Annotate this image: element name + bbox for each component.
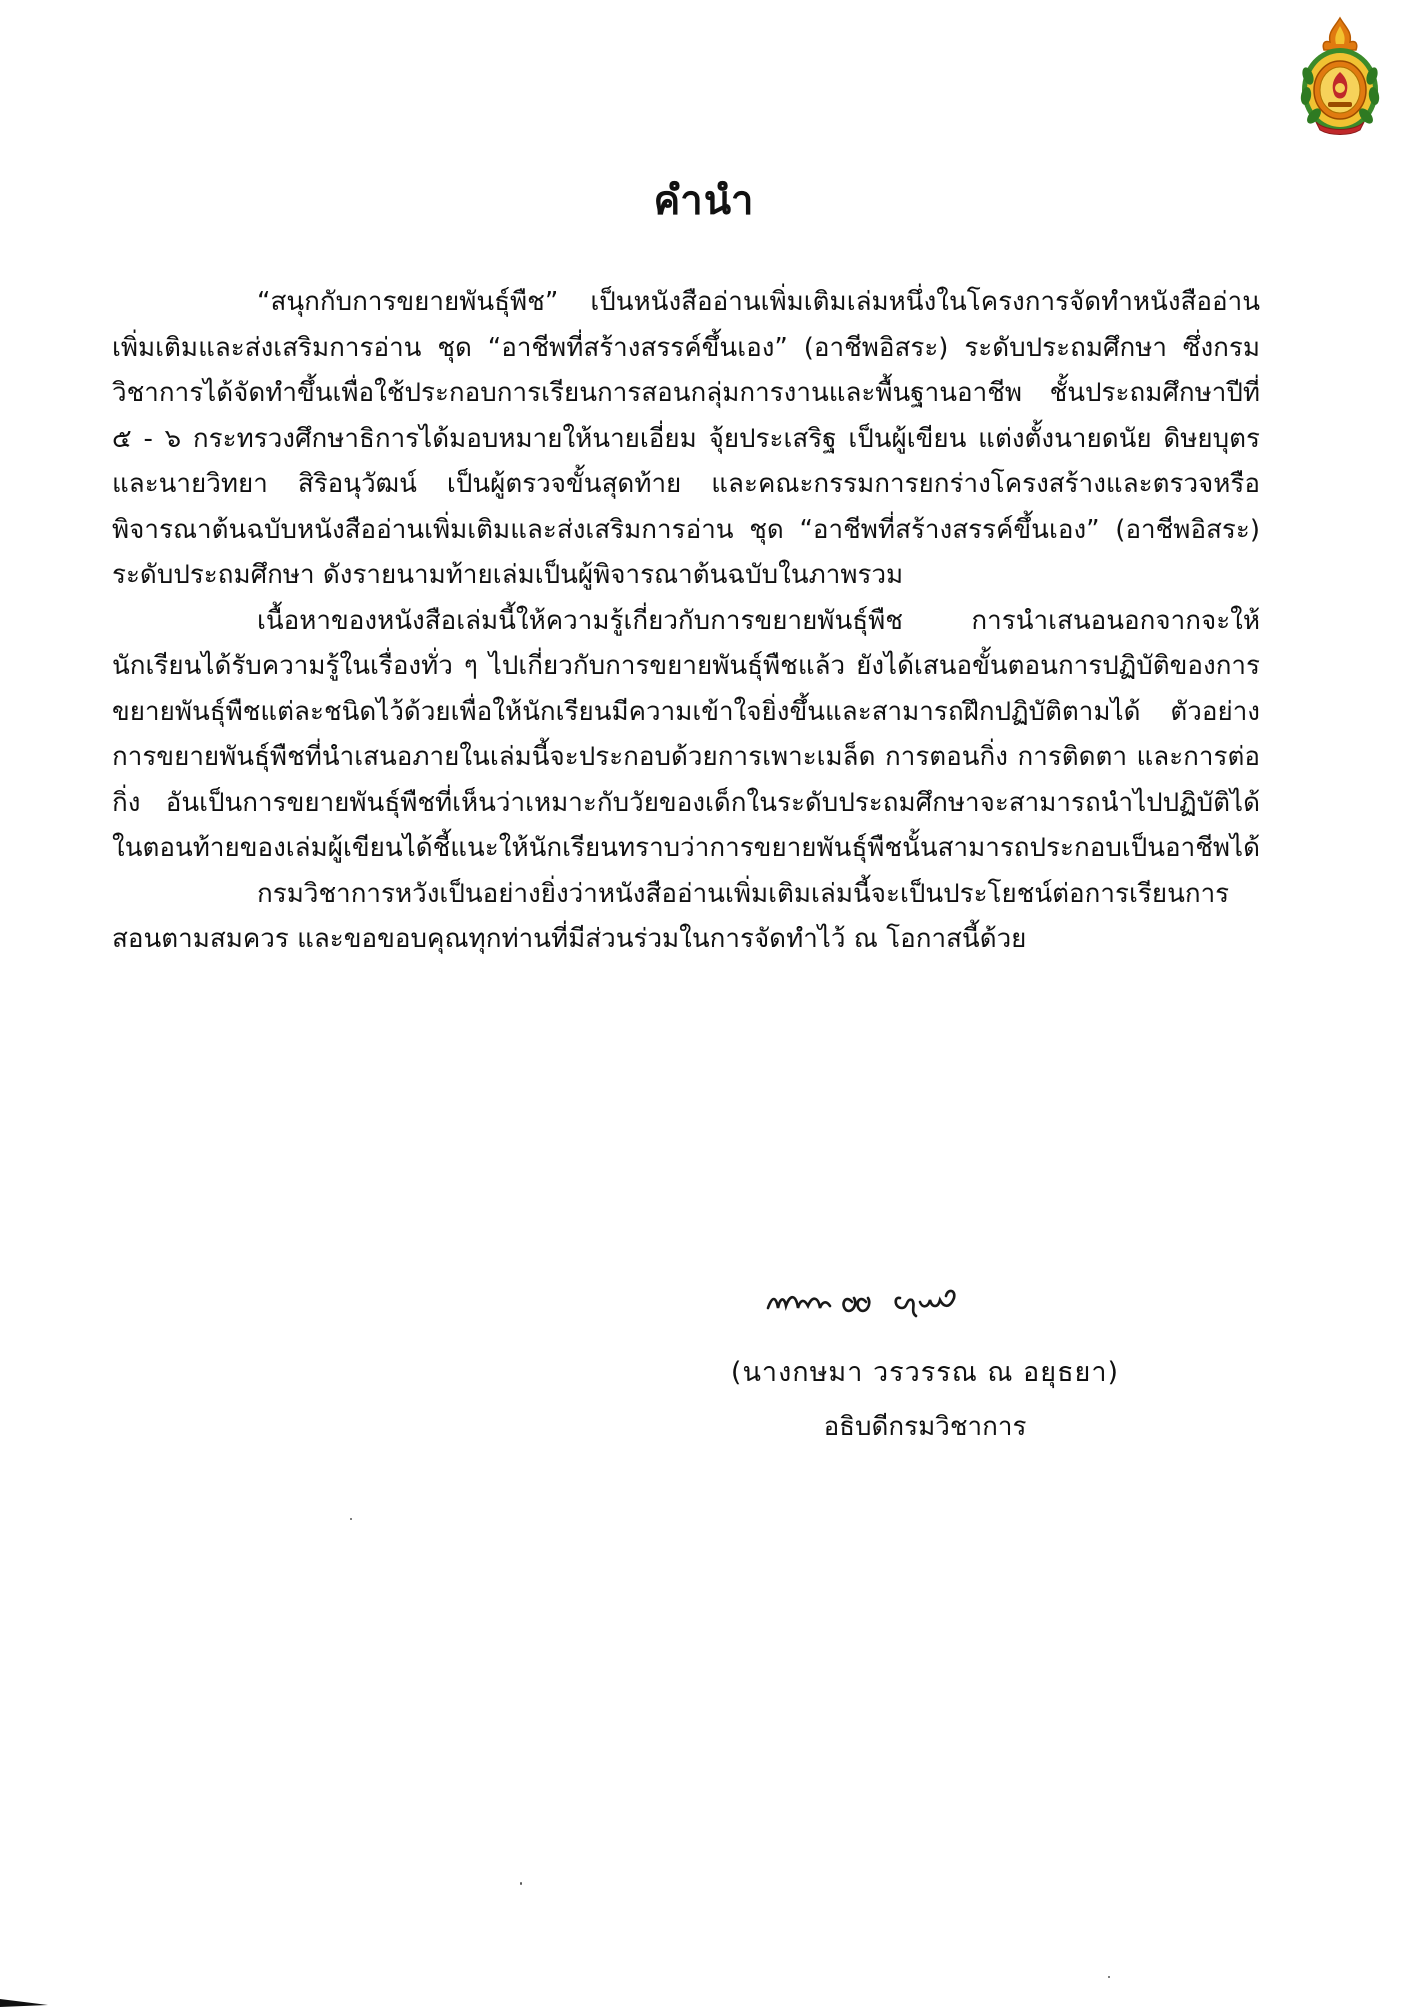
signer-position: อธิบดีกรมวิชาการ bbox=[823, 1412, 1027, 1442]
preface-paragraph-3: กรมวิชาการหวังเป็นอย่างยิ่งว่าหนังสืออ่านเพิ่มเติมเล่มนี้จะเป็นประโยชน์ต่อการเรียนการสอนตามสมควร และขอขอบคุณทุกท่านที่มีส่วนร่วมในการจัดทำไว้ ณ โอกาสนี้ด้วย bbox=[112, 878, 1230, 954]
scan-speck bbox=[1108, 1976, 1110, 1978]
scan-edge-mark bbox=[0, 1993, 60, 2007]
preface-paragraph-2: เนื้อหาของหนังสือเล่มนี้ให้ความรู้เกี่ยวกับการขยายพันธุ์พืช การนำเสนอนอกจากจะให้นักเรียนได้รับความรู้ในเรื่องทั่ว ๆ ไปเกี่ยวกับการขยายพันธุ์พืชแล้ว ยังได้เสนอขั้นตอนการปฏิบัติของการขยายพันธุ์พืชแต่ละชนิดไว้ด้วยเพื่อให้นักเรียนมีความเข้าใจยิ่งขึ้นและสามารถฝึกปฏิบัติตามได้ ตัวอย่างการขยายพันธุ์พืชที่นำเสนอภายในเล่มนี้จะประกอบด้วยการเพาะเมล็ด การตอนกิ่ง การติดตา และการต่อกิ่ง อันเป็นการขยายพันธุ์พืชที่เห็นว่าเหมาะกับวัยของเด็กในระดับประถมศึกษาจะสามารถนำไปปฏิบัติได้ ในตอนท้ายของเล่มผู้เขียนได้ชี้แนะให้นักเรียนทราบว่าการขยายพันธุ์พืชนั้นสามารถประกอบเป็นอาชีพได้ bbox=[112, 605, 1260, 863]
page-title: คำนำ bbox=[653, 178, 755, 224]
handwritten-signature bbox=[760, 1268, 1060, 1328]
scan-speck bbox=[520, 1882, 522, 1885]
preface-body bbox=[112, 280, 1260, 963]
scan-speck bbox=[350, 1518, 352, 1520]
signer-name: (นางกษมา วรวรรณ ณ อยุธยา) bbox=[730, 1357, 1120, 1388]
preface-paragraph-1: “สนุกกับการขยายพันธุ์พืช” เป็นหนังสืออ่านเพิ่มเติมเล่มหนึ่งในโครงการจัดทำหนังสืออ่านเพิ่มเติมและส่งเสริมการอ่าน ชุด “อาชีพที่สร้างสรรค์ขึ้นเอง” (อาชีพอิสระ) ระดับประถมศึกษา ซึ่งกรมวิชาการได้จัดทำขึ้นเพื่อใช้ประกอบการเรียนการสอนกลุ่มการงานและพื้นฐานอาชีพ ชั้นประถมศึกษาปีที่ ๕ - ๖ กระทรวงศึกษาธิการได้มอบหมายให้นายเอี่ยม จุ้ยประเสริฐ เป็นผู้เขียน แต่งตั้งนายดนัย ดิษยบุตร และนายวิทยา สิริอนุวัฒน์ เป็นผู้ตรวจขั้นสุดท้าย และคณะกรรมการยกร่างโครงสร้างและตรวจหรือพิจารณาต้นฉบับหนังสืออ่านเพิ่มเติมและส่งเสริมการอ่าน ชุด “อาชีพที่สร้างสรรค์ขึ้นเอง” (อาชีพอิสระ) ระดับประถมศึกษา ดังรายนามท้ายเล่มเป็นผู้พิจารณาต้นฉบับในภาพรวม bbox=[112, 287, 1260, 590]
signature-block bbox=[690, 1268, 1210, 1478]
ministry-emblem-icon bbox=[1298, 14, 1382, 138]
